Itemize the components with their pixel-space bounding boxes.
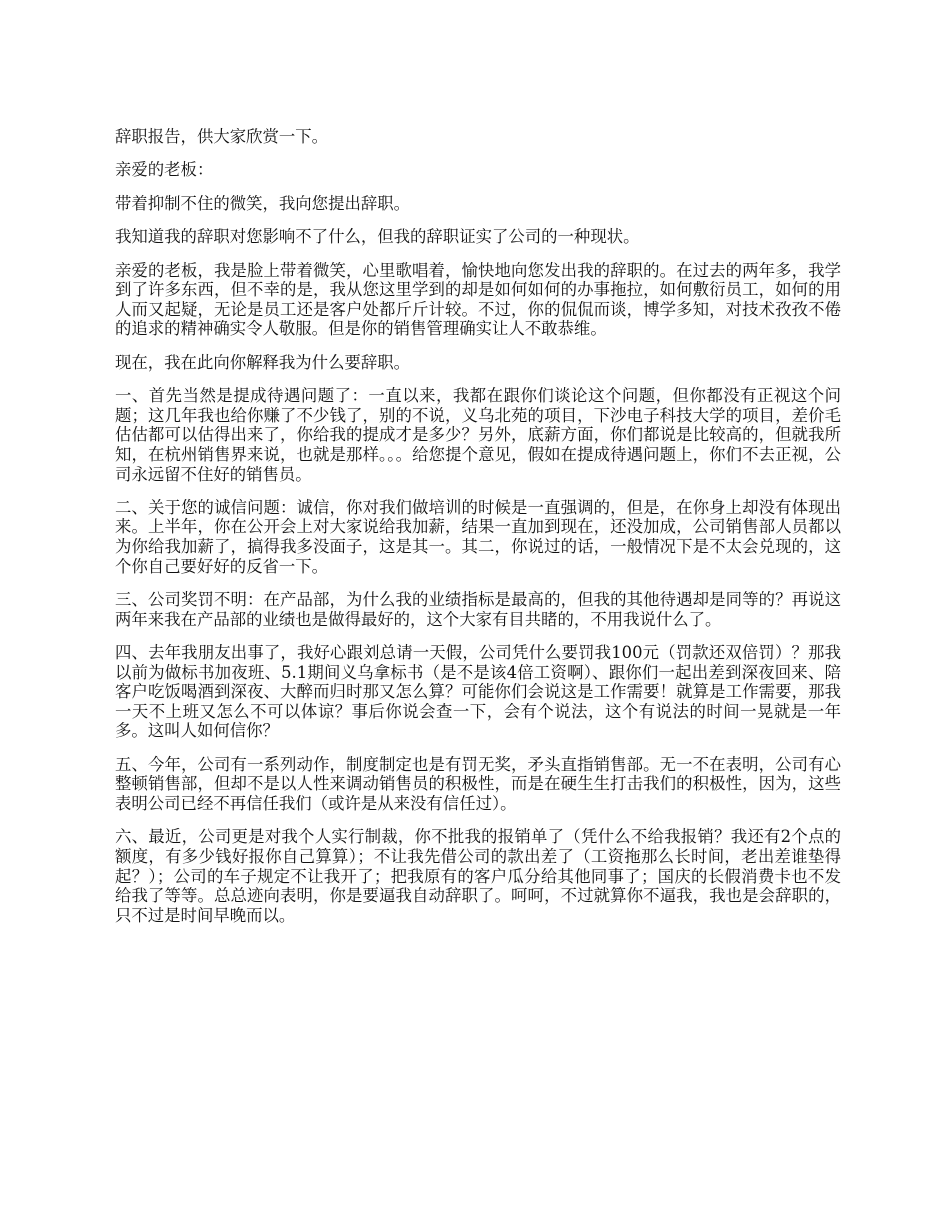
opening-line: 带着抑制不住的微笑，我向您提出辞职。 [115, 193, 411, 213]
letter-body [115, 127, 841, 939]
main-paragraph: 亲爱的老板，我是脸上带着微笑，心里歌唱着，愉快地向您发出我的辞职的。在过去的两年多，我学到了许多东西，但不幸的是，我从您这里学到的却是如何如何的办事拖拉，如何敷衍员工，如何的用人而又起疑，无论是员工还是客户处都斤斤计较。不过，你的侃侃而谈，博学多知，对技术孜孜不倦的追求的精神确实令人敬服。但是你的销售管理确实让人不敢恭维。 [115, 260, 841, 339]
reason-4-paragraph: 四、去年我朋友出事了，我好心跟刘总请一天假，公司凭什么要罚我100元（罚款还双倍罚）？那我以前为做标书加夜班、5.1期间义乌拿标书（是不是该4倍工资啊）、跟你们一起出差到深夜回来、陪客户吃饭喝酒到深夜、大醉而归时那又怎么算？可能你们会说这是工作需要！就算是工作需要，那我一天不上班又怎么不可以体谅？事后你说会查一下，会有个说法，这个有说法的时间一晃就是一年多。这叫人如何信你？ [115, 643, 841, 741]
statement-paragraph: 我知道我的辞职对您影响不了什么，但我的辞职证实了公司的一种现状。 [115, 227, 640, 247]
reason-5-paragraph: 五、今年，公司有一系列动作，制度制定也是有罚无奖，矛头直指销售部。无一不在表明，公司有心整顿销售部，但却不是以人性来调动销售员的积极性，而是在硬生生打击我们的积极性，因为，这些表明公司已经不再信任我们（或许是从来没有信任过）。 [115, 754, 841, 813]
salutation: 亲爱的老板： [115, 160, 214, 180]
reason-1-paragraph: 一、首先当然是提成待遇问题了：一直以来，我都在跟你们谈论这个问题，但你都没有正视这个问题；这几年我也给你赚了不少钱了，别的不说，义乌北苑的项目，下沙电子科技大学的项目，差价毛估估都可以估得出来了，你给我的提成才是多少？另外，底薪方面，你们都说是比较高的，但就我所知，在杭州销售界来说，也就是那样。。。给您提个意见，假如在提成待遇问题上，你们不去正视，公司永远留不住好的销售员。 [115, 386, 841, 484]
explanation-intro: 现在，我在此向你解释我为什么要辞职。 [115, 352, 411, 372]
reason-3-paragraph: 三、公司奖罚不明：在产品部，为什么我的业绩指标是最高的，但我的其他待遇却是同等的？再说这两年来我在产品部的业绩也是做得最好的，这个大家有目共睹的，不用我说什么了。 [115, 590, 841, 629]
intro-line: 辞职报告，供大家欣赏一下。 [115, 127, 329, 146]
reason-6-paragraph: 六、最近，公司更是对我个人实行制裁，你不批我的报销单了（凭什么不给我报销？我还有2个点的额度，有多少钱好报你自己算算）；不让我先借公司的款出差了（工资拖那么长时间，老出差谁垫得起？）；公司的车子规定不让我开了；把我原有的客户瓜分给其他同事了；国庆的长假消费卡也不发给我了等等。总总迹向表明，你是要逼我自动辞职了。呵呵，不过就算你不逼我，我也是会辞职的，只不过是时间早晚而以。 [115, 827, 841, 925]
reason-2-paragraph: 二、关于您的诚信问题：诚信，你对我们做培训的时候是一直强调的，但是，在你身上却没有体现出来。上半年，你在公开会上对大家说给我加薪，结果一直加到现在，还没加成，公司销售部人员都以为你给我加薪了，搞得我多没面子，这是其一。其二，你说过的话，一般情况下是不太会兑现的，这个你自己要好好的反省一下。 [115, 497, 841, 576]
